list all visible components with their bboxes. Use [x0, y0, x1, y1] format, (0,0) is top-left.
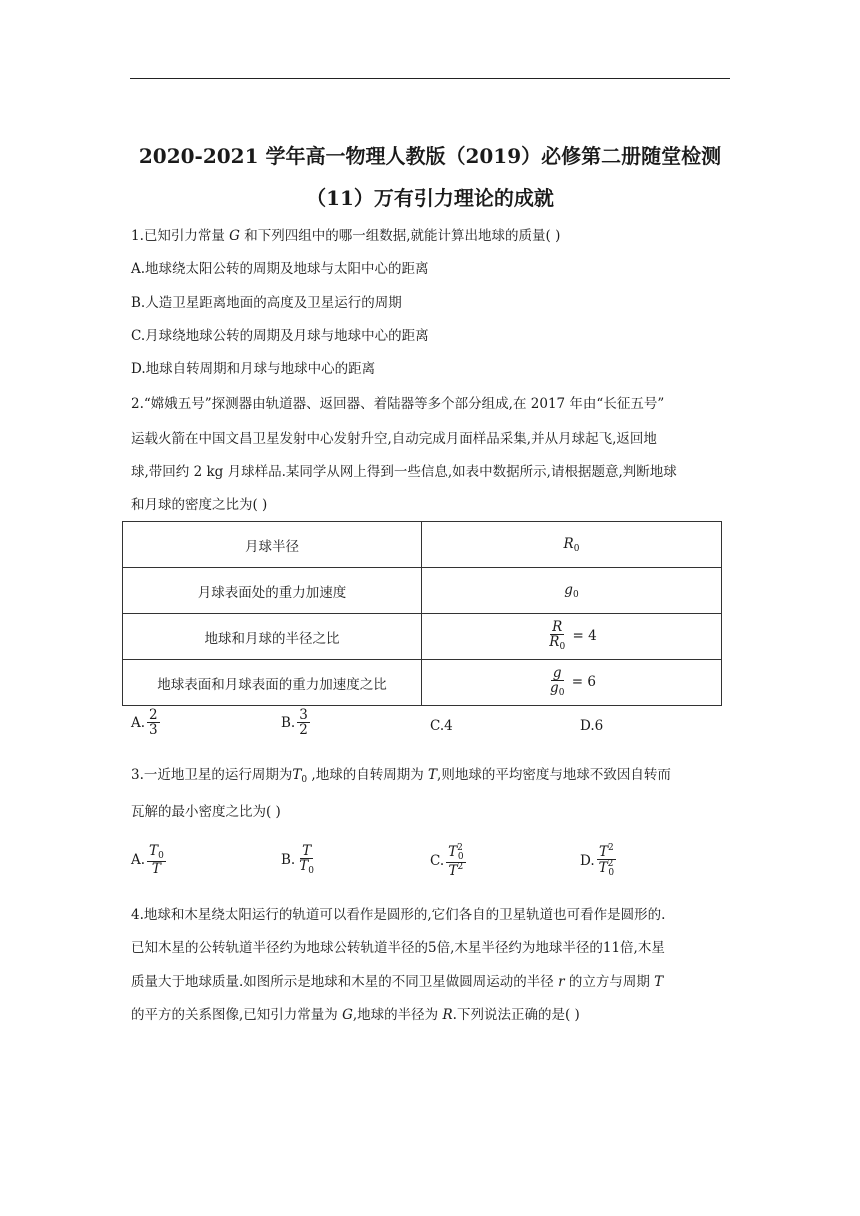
q2-stem-line3: 球,带回约 2 kg 月球样品.某同学从网上得到一些信息,如表中数据所示,请根据题意,判断地球 [131, 464, 677, 480]
q3-option-a: A. $\frac{T_0}{T}$ [131, 843, 164, 878]
q1-option-b: B.人造卫星距离地面的高度及卫星运行的周期 [131, 295, 402, 311]
table-row [123, 614, 722, 660]
doc-title-line2: （11）万有引力理论的成就 [306, 186, 554, 210]
doc-title-line1: 2020-2021 学年高一物理人教版（2019）必修第二册随堂检测 [138, 144, 722, 168]
q1-option-a: A.地球绕太阳公转的周期及地球与太阳中心的距离 [131, 261, 429, 277]
table-cell-label: 地球表面和月球表面的重力加速度之比 [123, 660, 422, 706]
q3-option-b: B. $\frac{T}{T_0}$ [281, 843, 314, 877]
q2-option-a: A. $\frac{2}{3}$ [131, 707, 158, 739]
table-row [123, 660, 722, 706]
q4-stem-line1: 4.地球和木星绕太阳运行的轨道可以看作是圆形的,它们各自的卫星轨道也可看作是圆形的. [131, 907, 666, 923]
q2-stem-line1: 2.“嫦娥五号”探测器由轨道器、返回器、着陆器等多个部分组成,在 2017 年由“长征五号” [131, 396, 665, 412]
header-rule [130, 78, 730, 79]
q3-stem-line1: 3.一近地卫星的运行周期为$T_0$ ,地球的自转周期为 T,则地球的平均密度与地球不致因自转而 [131, 767, 671, 785]
table-cell-label: 月球半径 [123, 522, 422, 568]
table-cell-value: $R_0$ [422, 522, 722, 568]
table-cell-label: 地球和月球的半径之比 [123, 614, 422, 660]
table-cell-value: $\frac{R}{R_0}$ = 4 [422, 614, 722, 660]
q3-option-d: D. $\frac{T^2}{T^2_0}$ [580, 843, 615, 879]
q1-stem: 1.已知引力常量 G 和下列四组中的哪一组数据,就能计算出地球的质量( ) [131, 228, 561, 244]
table-cell-label: 月球表面处的重力加速度 [123, 568, 422, 614]
q4-stem-line2: 已知木星的公转轨道半径约为地球公转轨道半径的5倍,木星半径约为地球半径的11倍,木星 [131, 940, 665, 956]
q2-option-b: B. $\frac{3}{2}$ [281, 707, 308, 739]
q4-stem-line3: 质量大于地球质量.如图所示是地球和木星的不同卫星做圆周运动的半径 r 的立方与周期 T [131, 974, 664, 990]
q1-option-d: D.地球自转周期和月球与地球中心的距离 [131, 361, 376, 377]
q3-option-c: C. $\frac{T^2_0}{T^2}$ [430, 843, 464, 880]
table-row [123, 568, 722, 614]
q2-stem-line4: 和月球的密度之比为( ) [131, 497, 268, 513]
q2-option-d: D.6 [580, 718, 604, 734]
table-cell-value: $g_0$ [422, 568, 722, 614]
q3-stem-line2: 瓦解的最小密度之比为( ) [131, 804, 281, 820]
q2-option-c: C.4 [430, 718, 453, 734]
data-table [122, 521, 722, 706]
table-row [123, 522, 722, 568]
q1-option-c: C.月球绕地球公转的周期及月球与地球中心的距离 [131, 328, 429, 344]
table-cell-value: $\frac{g}{g_0}$ = 6 [422, 660, 722, 706]
q2-stem-line2: 运载火箭在中国文昌卫星发射中心发射升空,自动完成月面样品采集,并从月球起飞,返回地 [131, 431, 657, 447]
q4-stem-line4: 的平方的关系图像,已知引力常量为 G,地球的半径为 R.下列说法正确的是( ) [131, 1007, 580, 1023]
